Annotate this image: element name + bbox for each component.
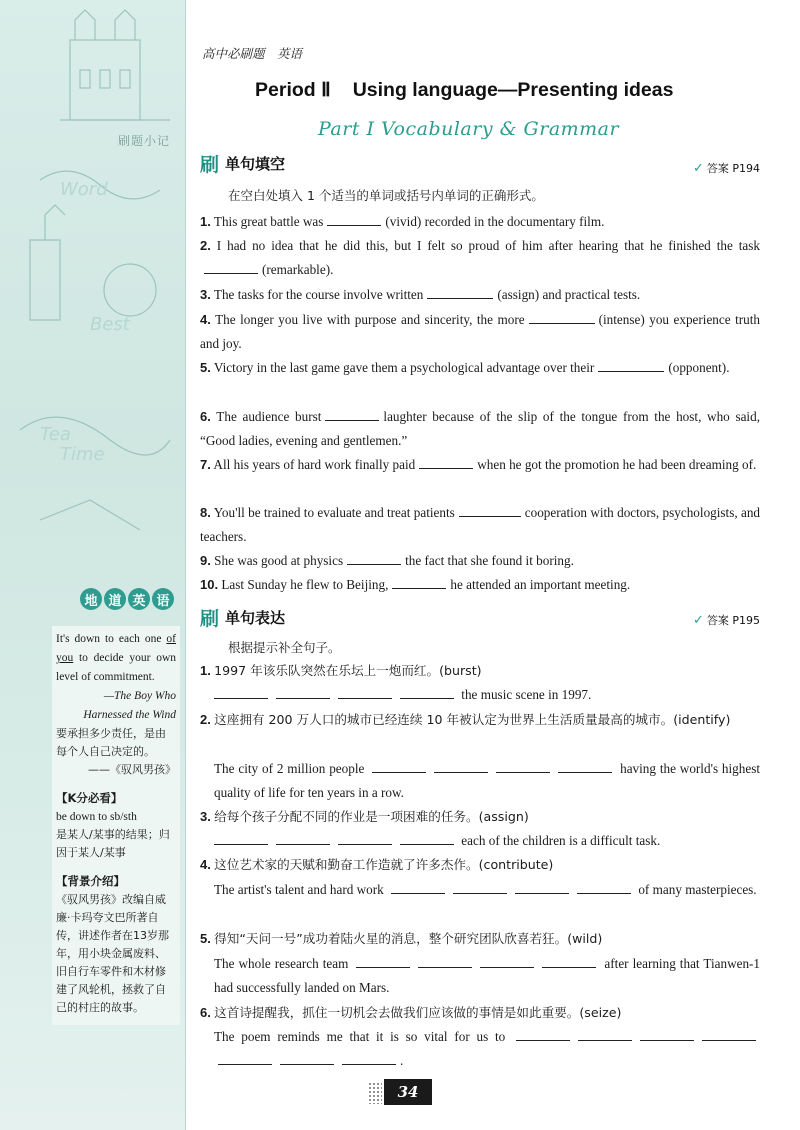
answer-blank[interactable] — [338, 685, 392, 699]
answer-blank[interactable] — [702, 1027, 756, 1041]
answer-blank[interactable] — [515, 880, 569, 894]
part-title: Part Ⅰ Vocabulary & Grammar — [318, 118, 620, 140]
question — [200, 308, 760, 357]
question-text: . — [400, 1053, 404, 1069]
answer-blank[interactable] — [356, 954, 410, 968]
answer-blank[interactable] — [459, 503, 521, 517]
question-prompt: 1997 年该乐队突然在乐坛上一炮而红。(burst) — [214, 663, 482, 678]
answer-blank[interactable] — [400, 685, 454, 699]
question-text: laughter because of the slip of the tongue from the host, who said, “Good ladies, evening and gentlemen.” — [200, 409, 760, 449]
question-text: when he got the promotion he had been dreaming of. — [477, 457, 757, 472]
page-title — [255, 78, 673, 102]
quote — [56, 630, 176, 687]
question-prompt: 给每个孩子分配不同的作业是一项困难的任务。(assign) — [214, 809, 529, 824]
question — [200, 283, 760, 307]
answer-blank[interactable] — [529, 310, 595, 324]
answer-blank[interactable] — [276, 685, 330, 699]
question-text: (assign) and practical tests. — [497, 287, 641, 302]
question — [200, 927, 760, 951]
section-title: 单句表达 — [225, 609, 286, 627]
k-phrase: be down to sb/sth — [56, 811, 137, 823]
instruction: 在空白处填入 1 个适当的单词或括号内单词的正确形式。 — [228, 188, 544, 203]
answer-blank[interactable] — [204, 260, 258, 274]
question-text: (opponent). — [668, 360, 730, 375]
question-text: he attended an important meeting. — [450, 577, 631, 592]
question — [200, 356, 760, 380]
section-head-translation — [200, 604, 285, 631]
answer-blank[interactable] — [338, 831, 392, 845]
question-text: The tasks for the course involve written — [213, 287, 424, 302]
answer-blank[interactable] — [342, 1051, 396, 1065]
question-number: 7. — [200, 457, 211, 472]
question-number: 6. — [200, 409, 211, 424]
answer-blank[interactable] — [392, 575, 446, 589]
question — [200, 708, 760, 732]
brush-icon: 刷 — [200, 608, 220, 630]
background-title: 【背景介绍】 — [56, 874, 125, 888]
question-number: 4. — [200, 312, 211, 327]
question-text: The city of 2 million people — [214, 761, 365, 776]
period-subtitle: Using language—Presenting ideas — [352, 79, 674, 101]
sidebar-illustration — [0, 0, 186, 600]
question-text: each of the children is a difficult task. — [461, 833, 661, 848]
answer-blank[interactable] — [496, 759, 550, 773]
sidebar-header: 刷题小记 — [118, 134, 171, 148]
page-number: 34 — [384, 1079, 432, 1105]
running-header: 高中必刷题 英语 — [202, 46, 303, 61]
question-text: Last Sunday he flew to Beijing, — [221, 577, 389, 592]
quote-underlined: of you — [56, 633, 176, 664]
answer-line — [200, 878, 760, 902]
period-label: Period Ⅱ — [255, 79, 331, 101]
quote-attribution: —The Boy Who Harnessed the Wind — [83, 690, 176, 721]
question — [200, 853, 760, 877]
question-number: 4. — [200, 857, 211, 872]
answer-blank[interactable] — [391, 880, 445, 894]
answer-blank[interactable] — [400, 831, 454, 845]
question — [200, 805, 760, 829]
question — [200, 549, 760, 573]
answer-blank[interactable] — [418, 954, 472, 968]
answer-line — [200, 683, 760, 707]
question — [200, 573, 760, 597]
question-text: the fact that she found it boring. — [405, 553, 574, 568]
answer-blank[interactable] — [453, 880, 507, 894]
question-number: 1. — [200, 663, 211, 678]
question-prompt: 这座拥有 200 万人口的城市已经连续 10 年被认定为世界上生活质量最高的城市。(identify) — [214, 712, 731, 727]
question-text: The poem reminds me that it is so vital for us to — [214, 1029, 506, 1044]
answer-page: 答案 P195 — [706, 614, 760, 627]
question-text: having the world's highest quality of life for ten years in a row. — [214, 761, 761, 801]
question-number: 2. — [200, 238, 211, 253]
section-title: 单句填空 — [225, 155, 286, 173]
sidebar — [0, 0, 186, 1130]
question-prompt: 得知“天问一号”成功着陆火星的消息，整个研究团队欣喜若狂。(wild) — [214, 931, 603, 946]
answer-blank[interactable] — [577, 880, 631, 894]
question-text: of many masterpieces. — [638, 882, 757, 897]
question-number: 8. — [200, 505, 211, 520]
answer-blank[interactable] — [640, 1027, 694, 1041]
answer-blank[interactable] — [276, 831, 330, 845]
answer-blank[interactable] — [372, 759, 426, 773]
question — [200, 501, 760, 550]
question — [200, 1001, 760, 1025]
quote-text: It's down to each one — [56, 633, 162, 645]
answer-blank[interactable] — [214, 831, 268, 845]
question — [200, 659, 760, 683]
answer-line — [200, 757, 760, 806]
background-text: 《驭风男孩》改编自威廉·卡玛夸文巴所著自传，讲述作者在13岁那年，用小块金属废料、旧自行车零件和木材修建了风轮机，拯救了自己的村庄的故事。 — [56, 893, 169, 1014]
question-number: 3. — [200, 287, 211, 302]
answer-line — [200, 1025, 760, 1074]
question-text: (vivid) recorded in the documentary film. — [385, 214, 605, 229]
answer-blank[interactable] — [325, 407, 379, 421]
question-text: The longer you live with purpose and sincerity, the more — [215, 312, 525, 327]
k-meaning: 是某人/某事的结果；归因于某人/某事 — [56, 828, 170, 859]
answer-reference — [693, 612, 760, 628]
answer-blank[interactable] — [327, 212, 381, 226]
instruction: 根据提示补全句子。 — [228, 640, 341, 655]
question-number: 2. — [200, 712, 211, 727]
answer-blank[interactable] — [214, 685, 268, 699]
answer-blank[interactable] — [347, 551, 401, 565]
answer-blank[interactable] — [280, 1051, 334, 1065]
question-number: 5. — [200, 360, 211, 375]
question — [200, 210, 760, 234]
sidebar-note-box — [52, 626, 180, 1025]
question-text: The whole research team — [214, 956, 349, 971]
question-number: 9. — [200, 553, 211, 568]
question — [200, 453, 760, 477]
page-number-decoration — [368, 1082, 382, 1104]
question-text: The artist's talent and hard work — [214, 882, 384, 897]
question-text: This great battle was — [213, 214, 324, 229]
answer-blank[interactable] — [516, 1027, 570, 1041]
question-text: The audience burst — [216, 409, 322, 424]
svg-text:Best: Best — [90, 314, 130, 335]
badge-char: 道 — [104, 588, 126, 610]
check-icon: ✓ — [692, 160, 704, 176]
answer-blank[interactable] — [218, 1051, 272, 1065]
question-text: I had no idea that he did this, but I felt so proud of him after hearing that he finished the task — [216, 238, 760, 253]
quote-translation: 要承担多少责任，是由每个人自己决定的。 — [56, 727, 166, 758]
svg-text:Time: Time — [60, 444, 105, 465]
svg-text:Tea: Tea — [40, 424, 71, 445]
question-prompt: 这位艺术家的天赋和勤奋工作造就了许多杰作。(contribute) — [214, 857, 554, 872]
k-section-title: 【K分必看】 — [56, 791, 123, 805]
question-number: 10. — [200, 577, 219, 592]
question-text: after learning that Tianwen-1 had successfully landed on Mars. — [214, 956, 761, 996]
badge-char: 英 — [128, 588, 150, 610]
badge-char: 地 — [80, 588, 102, 610]
question-text: (intense) you experience truth and joy. — [200, 312, 761, 352]
answer-blank[interactable] — [480, 954, 534, 968]
question-text: Victory in the last game gave them a psychological advantage over their — [213, 360, 595, 375]
question — [200, 234, 760, 283]
answer-blank[interactable] — [578, 1027, 632, 1041]
question-text: All his years of hard work finally paid — [213, 457, 416, 472]
svg-text:Word: Word — [60, 179, 108, 200]
question-number: 1. — [200, 214, 211, 229]
question-text: the music scene in 1997. — [461, 687, 592, 702]
section-head-fill-blank — [200, 150, 285, 177]
answer-line — [200, 829, 760, 853]
answer-reference — [693, 160, 760, 176]
answer-page: 答案 P194 — [706, 162, 760, 175]
answer-blank[interactable] — [558, 759, 612, 773]
quote-text: to decide your own level of commitment. — [56, 652, 177, 683]
check-icon: ✓ — [692, 612, 704, 628]
authentic-english-badge — [80, 588, 176, 610]
question-number: 3. — [200, 809, 211, 824]
question-prompt: 这首诗提醒我，抓住一切机会去做我们应该做的事情是如此重要。(seize) — [214, 1005, 622, 1020]
answer-line — [200, 952, 760, 1001]
answer-blank[interactable] — [542, 954, 596, 968]
brush-icon: 刷 — [200, 154, 220, 176]
question-text: You'll be trained to evaluate and treat patients — [213, 505, 455, 520]
answer-blank[interactable] — [419, 455, 473, 469]
answer-blank[interactable] — [427, 285, 493, 299]
question-text: She was good at physics — [214, 553, 344, 568]
question-text: cooperation with doctors, psychologists, and teachers. — [200, 505, 761, 545]
question-text: (remarkable). — [262, 262, 334, 278]
answer-blank[interactable] — [434, 759, 488, 773]
quote-translation-attribution: ——《驭风男孩》 — [88, 763, 176, 776]
question — [200, 405, 760, 454]
badge-char: 语 — [152, 588, 174, 610]
question-number: 6. — [200, 1005, 211, 1020]
question-number: 5. — [200, 931, 211, 946]
answer-blank[interactable] — [598, 358, 664, 372]
